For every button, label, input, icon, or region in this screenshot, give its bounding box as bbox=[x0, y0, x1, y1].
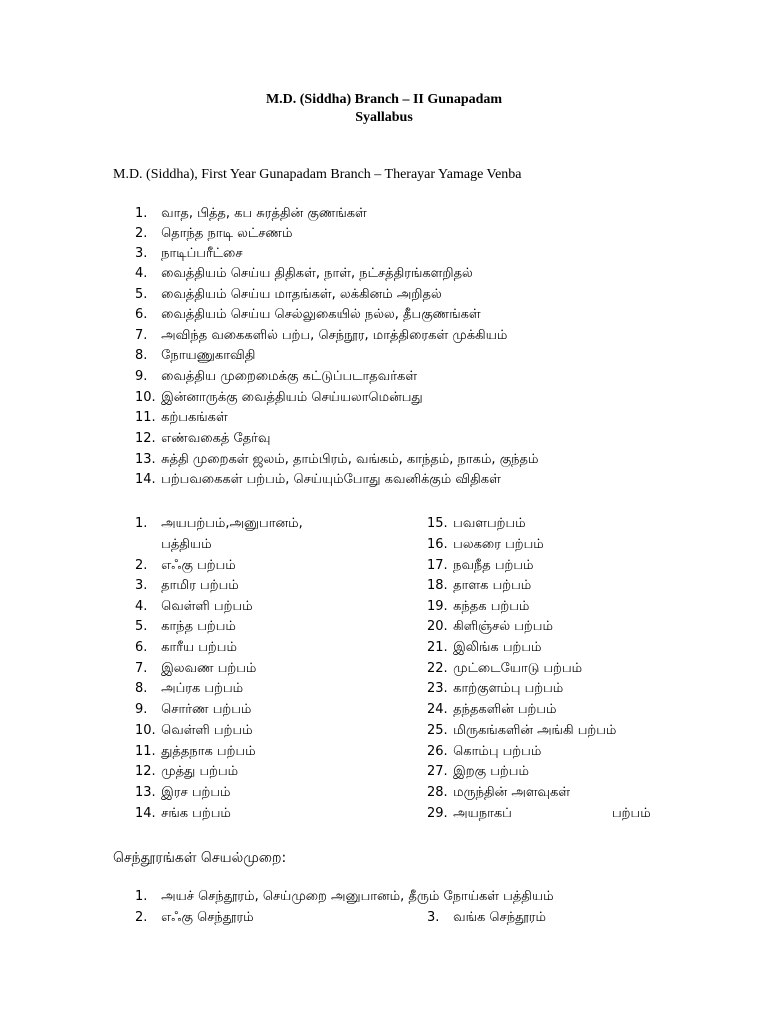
list-item: 2. எஃகு செந்தூரம் bbox=[135, 910, 254, 925]
list-item: 15. பவளபற்பம் bbox=[427, 516, 526, 531]
list-item: 23. காற்குளம்பு பற்பம் bbox=[427, 681, 564, 696]
list-item: 9. சொர்ண பற்பம் bbox=[135, 702, 252, 717]
list-item: 7. இலவண பற்பம் bbox=[135, 661, 257, 676]
list-item: 5. காந்த பற்பம் bbox=[135, 619, 236, 634]
list-item: 14. பற்பவகைகள் பற்பம், செய்யும்போது கவனிக்கும் விதிகள் bbox=[135, 472, 501, 487]
list-item: 8. நோயணுகாவிதி bbox=[135, 348, 256, 363]
list-item: 14. சங்க பற்பம் bbox=[135, 806, 231, 821]
list-item: 18. தாளக பற்பம் bbox=[427, 578, 532, 593]
list-item: 6. காரீய பற்பம் bbox=[135, 640, 237, 655]
list-item: பத்தியம் bbox=[161, 537, 212, 552]
list-item: 2. எஃகு பற்பம் bbox=[135, 558, 236, 573]
list-item: 12. முத்து பற்பம் bbox=[135, 764, 239, 779]
list-item: 3. தாமிர பற்பம் bbox=[135, 578, 239, 593]
page-title: M.D. (Siddha) Branch – II Gunapadam bbox=[265, 92, 503, 107]
list-item: 19. கந்தக பற்பம் bbox=[427, 599, 530, 614]
list-item: 3. நாடிப்பரீட்சை bbox=[135, 246, 243, 261]
list-item: 1. அயச் செந்தூரம், செய்முறை அனுபானம், தீரும் நோய்கள் பத்தியம் bbox=[135, 889, 554, 904]
page-subtitle: Syallabus bbox=[355, 110, 413, 125]
list-item: 9. வைத்திய முறைமைக்கு கட்டுப்படாதவர்கள் bbox=[135, 369, 418, 384]
list-item: 12. எண்வகைத் தேர்வு bbox=[135, 431, 271, 446]
list-item: 2. தொந்த நாடி லட்சணம் bbox=[135, 226, 293, 241]
list-item: 20. கிளிஞ்சல் பற்பம் bbox=[427, 619, 553, 634]
list-item: 4. வெள்ளி பற்பம் bbox=[135, 599, 253, 614]
list-item: 27. இறகு பற்பம் bbox=[427, 764, 529, 779]
list-item: 11. துத்தநாக பற்பம் bbox=[135, 744, 256, 759]
list-item: 11. கற்பகங்கள் bbox=[135, 410, 228, 425]
list-item: 16. பலகரை பற்பம் bbox=[427, 537, 544, 552]
course-subheading: M.D. (Siddha), First Year Gunapadam Branch – Therayar Yamage Venba bbox=[113, 167, 522, 182]
list-item: 3. வங்க செந்தூரம் bbox=[427, 910, 546, 925]
list-item: 4. வைத்தியம் செய்ய திதிகள், நாள், நட்சத்திரங்களறிதல் bbox=[135, 266, 473, 281]
list-item: 29. அயநாகப் bbox=[427, 806, 512, 821]
list-item: 17. நவநீத பற்பம் bbox=[427, 558, 534, 573]
list-item: 10. வெள்ளி பற்பம் bbox=[135, 723, 253, 738]
list-item: 21. இலிங்க பற்பம் bbox=[427, 640, 542, 655]
list-item: 1. வாத, பித்த, கப சுரத்தின் குணங்கள் bbox=[135, 206, 367, 221]
list-item: 5. வைத்தியம் செய்ய மாதங்கள், லக்கினம் அறிதல் bbox=[135, 287, 442, 302]
list-item-suffix: பற்பம் bbox=[612, 806, 651, 821]
list-item: 25. மிருகங்களின் அங்கி பற்பம் bbox=[427, 723, 617, 738]
list-item: 22. முட்டையோடு பற்பம் bbox=[427, 661, 583, 676]
list-item: 13. சுத்தி முறைகள் ஜலம், தாம்பிரம், வங்கம், காந்தம், நாகம், குந்தம் bbox=[135, 452, 539, 467]
list-item: 8. அப்ரக பற்பம் bbox=[135, 681, 244, 696]
list-item: 10. இன்னாருக்கு வைத்தியம் செய்யலாமென்பது bbox=[135, 390, 423, 405]
list-item: 13. இரச பற்பம் bbox=[135, 785, 231, 800]
list-item: 24. தந்தகளின் பற்பம் bbox=[427, 702, 557, 717]
list-item: 26. கொம்பு பற்பம் bbox=[427, 744, 542, 759]
list-item: 7. அவிந்த வகைகளில் பற்ப, செந்நூர, மாத்திரைகள் முக்கியம் bbox=[135, 328, 508, 343]
section-heading: செந்தூரங்கள் செயல்முறை: bbox=[113, 850, 287, 866]
list-item: 6. வைத்தியம் செய்ய செல்லுகையில் நல்ல, தீபகுணங்கள் bbox=[135, 307, 481, 322]
list-item: 28. மருந்தின் அளவுகள் bbox=[427, 785, 571, 800]
list-item: 1. அயபற்பம்,அனுபானம், bbox=[135, 516, 303, 531]
